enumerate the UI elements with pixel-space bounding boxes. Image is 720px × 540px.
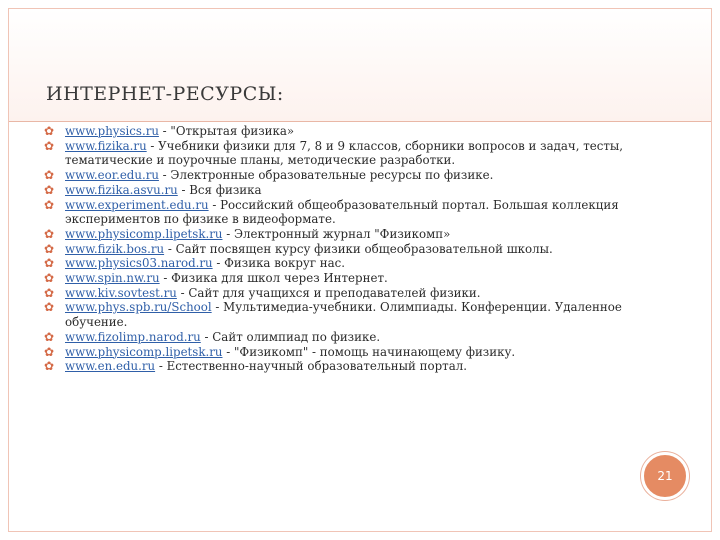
resource-link[interactable]: www.fizolimp.narod.ru [65, 329, 201, 344]
resource-description: - Сайт для учащихся и преподавателей физики. [176, 285, 481, 300]
flower-bullet-icon: ✿ [44, 271, 55, 286]
resource-link[interactable]: www.eor.edu.ru [65, 168, 159, 183]
resource-description: - Вся физика [177, 182, 262, 197]
list-item [44, 242, 644, 257]
flower-bullet-icon: ✿ [44, 256, 55, 271]
resource-description: - Российский общеобразовательный портал. Большая коллекция экспериментов по физике в видеоформате. [65, 197, 619, 227]
resource-description: - Естественно-научный образовательный портал. [155, 359, 467, 374]
title-divider [9, 121, 711, 122]
resource-link[interactable]: www.kiv.sovtest.ru [65, 285, 177, 300]
flower-bullet-icon: ✿ [44, 344, 55, 359]
list-item [44, 300, 644, 329]
resource-description: - Учебники физики для 7, 8 и 9 классов, сборники вопросов и задач, тесты, тематические и поурочные планы, методические разработки. [65, 138, 623, 168]
list-item [44, 271, 644, 286]
page-number-badge: 21 [641, 452, 689, 500]
resource-link[interactable]: www.physicomp.lipetsk.ru [65, 226, 223, 241]
resource-link[interactable]: www.physics.ru [65, 124, 159, 138]
flower-bullet-icon: ✿ [44, 241, 55, 256]
list-item [44, 183, 644, 198]
resource-description: - Сайт олимпиад по физике. [200, 329, 381, 344]
resource-description: - Физика для школ через Интернет. [159, 271, 388, 286]
flower-bullet-icon: ✿ [44, 168, 55, 183]
resource-link[interactable]: www.spin.nw.ru [65, 271, 160, 286]
list-item [44, 124, 644, 139]
flower-bullet-icon: ✿ [44, 182, 55, 197]
flower-bullet-icon: ✿ [44, 138, 55, 153]
resource-description: - Мультимедиа-учебники. Олимпиады. Конференции. Удаленное обучение. [65, 300, 622, 330]
resource-description: - Сайт посвящен курсу физики общеобразовательной школы. [164, 241, 553, 256]
list-item [44, 330, 644, 345]
resource-link[interactable]: www.physics03.narod.ru [65, 256, 213, 271]
resource-link[interactable]: www.experiment.edu.ru [65, 197, 209, 212]
flower-bullet-icon: ✿ [44, 300, 55, 315]
resource-link[interactable]: www.fizika.asvu.ru [65, 182, 178, 197]
resource-link[interactable]: www.fizik.bos.ru [65, 241, 165, 256]
resource-link[interactable]: www.fizika.ru [65, 138, 147, 153]
list-item [44, 198, 644, 227]
list-item [44, 168, 644, 183]
list-item [44, 256, 644, 271]
flower-bullet-icon: ✿ [44, 226, 55, 241]
flower-bullet-icon: ✿ [44, 124, 55, 138]
list-item [44, 345, 644, 360]
title-band [9, 9, 711, 122]
flower-bullet-icon: ✿ [44, 197, 55, 212]
flower-bullet-icon: ✿ [44, 359, 55, 374]
resource-description: - Электронные образовательные ресурсы по физике. [158, 168, 494, 183]
slide-title: ИНТЕРНЕТ-РЕСУРСЫ: [46, 83, 284, 105]
list-item [44, 139, 644, 168]
list-item [44, 227, 644, 242]
flower-bullet-icon: ✿ [44, 329, 55, 344]
resource-link[interactable]: www.en.edu.ru [65, 359, 156, 374]
resource-description: - "Открытая физика» [158, 124, 295, 138]
resource-description: - Физика вокруг нас. [212, 256, 346, 271]
list-item [44, 286, 644, 301]
resource-description: - Электронный журнал "Физикомп» [222, 226, 451, 241]
list-item [44, 359, 644, 374]
resource-link[interactable]: www.phys.spb.ru/School [65, 300, 212, 315]
resource-list [44, 124, 644, 374]
resource-link[interactable]: www.physicomp.lipetsk.ru [65, 344, 223, 359]
resource-description: - "Физикомп" - помощь начинающему физику. [222, 344, 516, 359]
flower-bullet-icon: ✿ [44, 285, 55, 300]
